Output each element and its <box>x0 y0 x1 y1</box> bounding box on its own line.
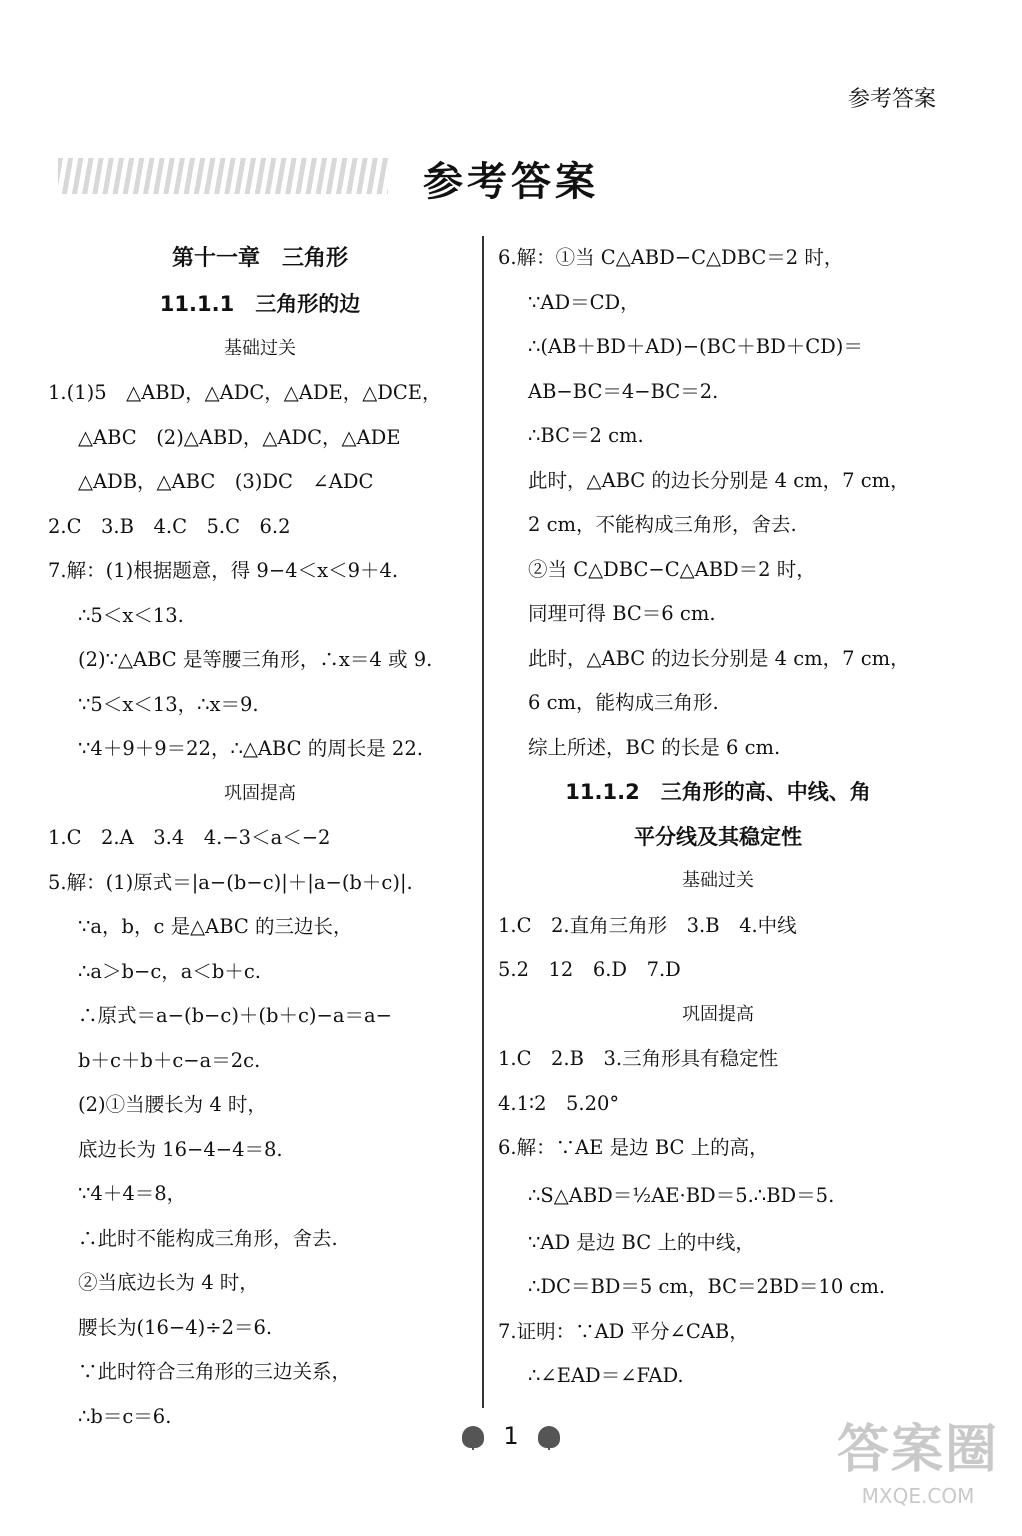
right-column <box>498 236 938 1399</box>
right-column-line: 6.解：∵AE 是边 BC 上的高， <box>498 1136 769 1159</box>
leaf-right-icon <box>538 1426 560 1448</box>
right-column-line: ∴BC＝2 cm. <box>528 424 644 447</box>
left-column-line: 1.C 2.A 3.4 4.−3＜a＜−2 <box>48 826 331 849</box>
left-column-line: ∴5＜x＜13. <box>78 603 184 627</box>
left-column-line: 5.解：(1)原式＝|a−(b−c)|＋|a−(b＋c)|. <box>48 870 413 894</box>
left-column-line: △ABC (2)△ABD，△ADC，△ADE <box>78 425 401 449</box>
watermark-logo <box>828 1418 1008 1528</box>
left-column-line: 腰长为(16−4)÷2＝6. <box>78 1315 273 1339</box>
left-column-line: 基础过关 <box>224 337 296 359</box>
right-column-line: ∴∠EAD＝∠FAD. <box>528 1364 684 1387</box>
left-column-line: 7.解：(1)根据题意，得 9−4＜x＜9＋4. <box>48 559 399 582</box>
right-column-line: 11.1.2 三角形的高、中线、角 <box>565 780 871 804</box>
left-column-line: 底边长为 16−4−4＝8. <box>78 1137 283 1161</box>
watermark-url: MXQE.COM <box>861 1484 975 1508</box>
right-column-line: ∵AD 是边 BC 上的中线， <box>528 1230 755 1254</box>
right-column-line: ∴S△ABD＝½AE·BD＝5.∴BD＝5. <box>528 1183 835 1207</box>
right-column-line: 6 cm，能构成三角形. <box>528 691 719 714</box>
right-column-line: 1.C 2.B 3.三角形具有稳定性 <box>498 1047 779 1070</box>
left-column-line: ∴a＞b−c，a＜b＋c. <box>78 959 262 983</box>
left-column-line: ∵a，b，c 是△ABC 的三边长， <box>78 915 353 938</box>
left-column-line: 第十一章 三角形 <box>171 246 348 271</box>
header-label: 参考答案 <box>847 87 936 112</box>
left-column-line: (2)①当腰长为 4 时， <box>78 1093 267 1116</box>
left-column-line: ∴此时不能构成三角形，舍去. <box>78 1226 338 1250</box>
watermark-text: 答案圈 <box>836 1420 999 1480</box>
right-column-line: 基础过关 <box>682 870 754 891</box>
left-column-line: 1.(1)5 △ABD，△ADC，△ADE，△DCE， <box>48 381 442 404</box>
right-column-line: 6.解：①当 C△ABD−C△DBC＝2 时， <box>498 246 844 269</box>
right-column-line: ∵AD＝CD， <box>528 290 640 314</box>
right-column-line: 此时，△ABC 的边长分别是 4 cm，7 cm， <box>528 646 910 670</box>
page-number: 1 <box>503 1422 519 1450</box>
right-column-line: 同理可得 BC＝6 cm. <box>528 602 716 625</box>
left-column-line: ∴原式＝a−(b−c)＋(b＋c)−a＝a− <box>78 1004 392 1027</box>
left-column-line: (2)∵△ABC 是等腰三角形，∴x＝4 或 9. <box>78 648 433 671</box>
right-column-line: 2 cm，不能构成三角形，舍去. <box>528 513 797 536</box>
left-column-line: 11.1.1 三角形的边 <box>159 292 361 316</box>
left-column-line: ∵4＋9＋9＝22，∴△ABC 的周长是 22. <box>78 737 423 760</box>
right-column-line: 7.证明：∵AD 平分∠CAB， <box>498 1319 749 1343</box>
right-column-line: 巩固提高 <box>682 1003 754 1025</box>
right-column-line: ∴(AB＋BD＋AD)−(BC＋BD＋CD)＝ <box>528 335 863 358</box>
right-column-line: 平分线及其稳定性 <box>634 824 802 849</box>
right-column-line: 5.2 12 6.D 7.D <box>498 958 681 981</box>
left-column-line: b＋c＋b＋c−a＝2c. <box>78 1048 261 1072</box>
left-column-line: 巩固提高 <box>224 782 296 804</box>
left-column <box>48 236 472 1439</box>
right-column-line: 此时，△ABC 的边长分别是 4 cm，7 cm， <box>528 468 910 492</box>
page-title: 参考答案 <box>423 159 599 205</box>
leaf-left-icon <box>462 1426 484 1448</box>
left-column-line: ∵5＜x＜13，∴x＝9. <box>78 692 259 716</box>
left-column-line: ②当底边长为 4 时， <box>78 1271 259 1294</box>
right-column-line: 4.1∶2 5.20° <box>498 1091 620 1115</box>
right-column-line: 综上所述，BC 的长是 6 cm. <box>528 735 781 759</box>
left-column-line: △ADB，△ABC (3)DC ∠ADC <box>78 470 374 493</box>
left-column-line: ∵此时符合三角形的三边关系， <box>78 1360 352 1383</box>
right-column-line: ②当 C△DBC−C△ABD＝2 时， <box>528 557 816 581</box>
column-divider <box>482 236 484 1408</box>
left-column-line: ∴b＝c＝6. <box>78 1404 172 1428</box>
right-column-line: ∴DC＝BD＝5 cm，BC＝2BD＝10 cm. <box>528 1275 886 1298</box>
left-column-line: 2.C 3.B 4.C 5.C 6.2 <box>48 514 291 538</box>
left-column-line: ∵4＋4＝8， <box>78 1182 187 1205</box>
right-column-line: AB−BC＝4−BC＝2. <box>528 379 719 403</box>
right-column-line: 1.C 2.直角三角形 3.B 4.中线 <box>498 913 797 937</box>
